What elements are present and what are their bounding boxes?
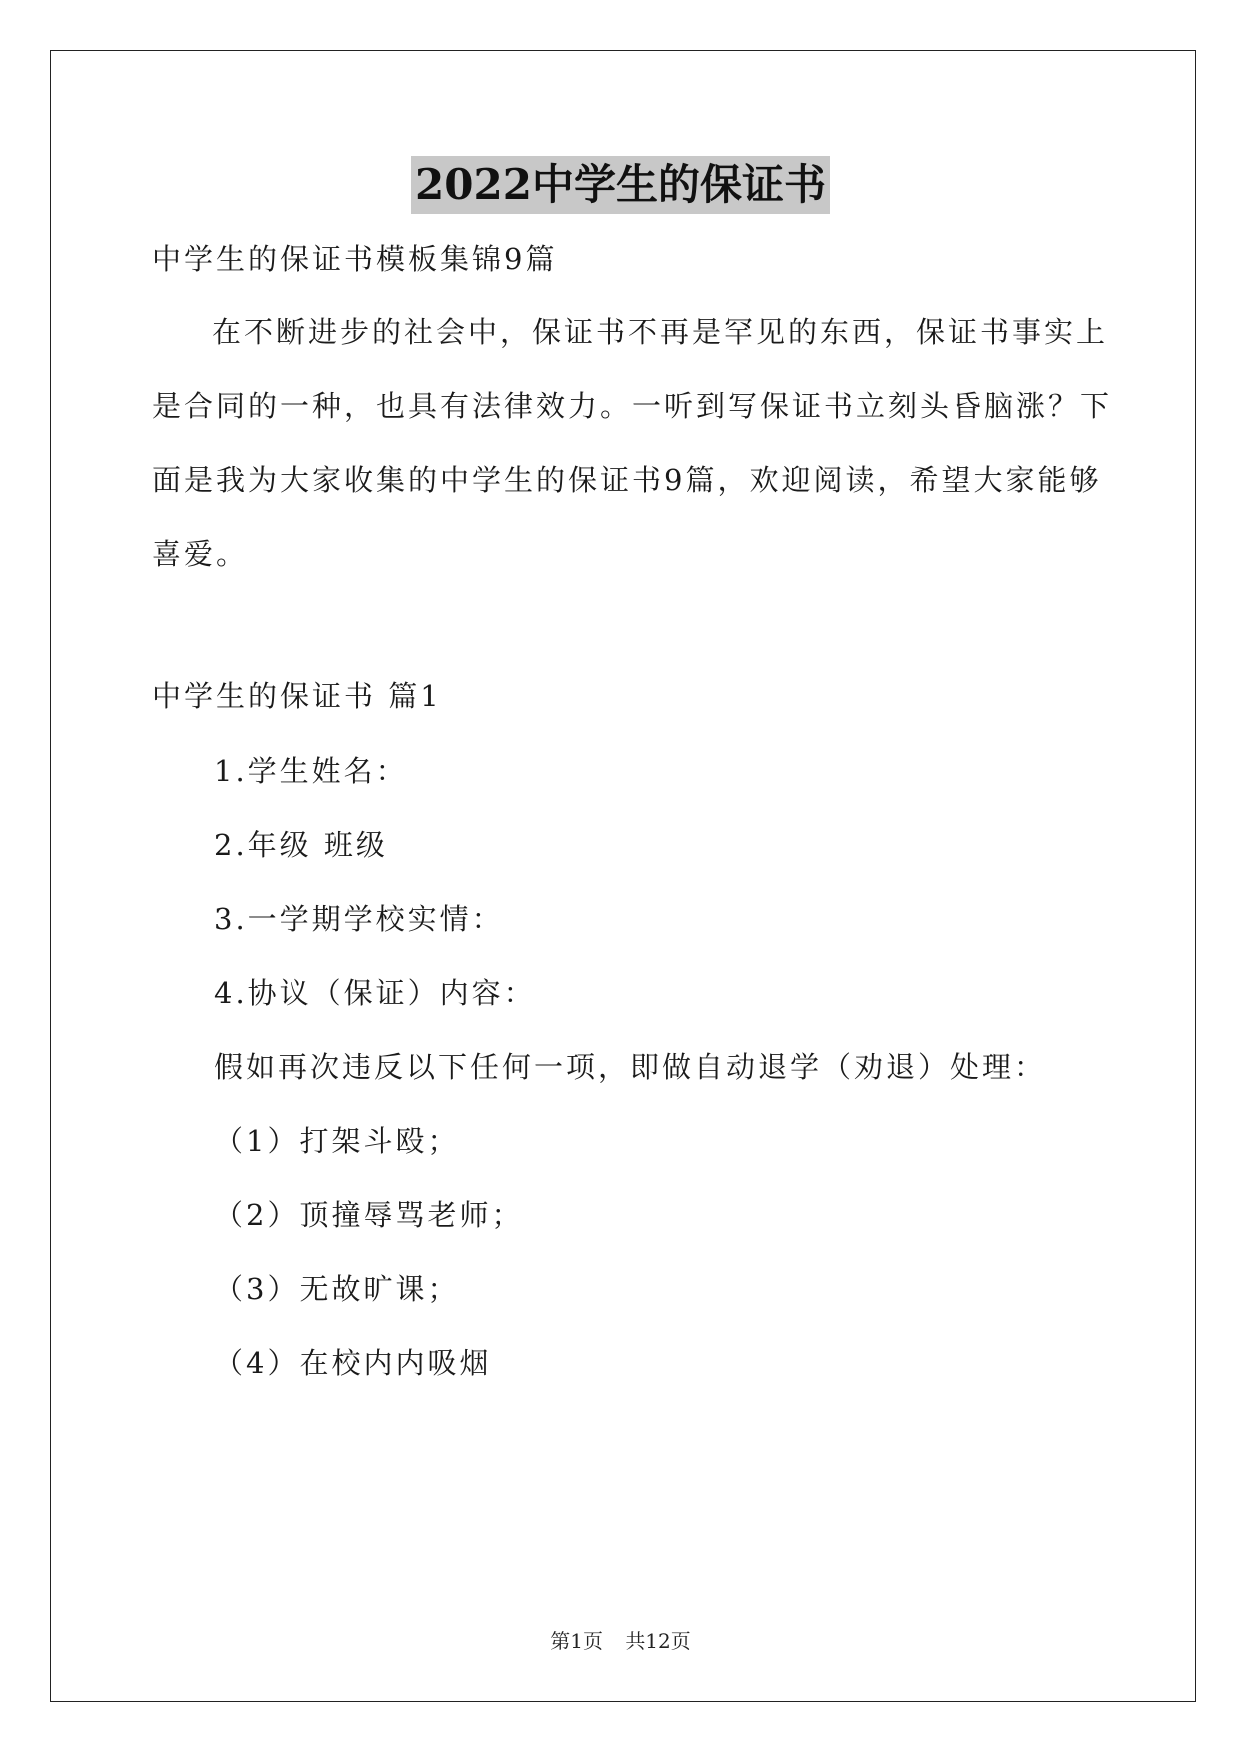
intro-line-4: 喜爱。 xyxy=(152,537,249,571)
document-title: 2022中学生的保证书 xyxy=(411,156,830,214)
list-item: 假如再次违反以下任何一项，即做自动退学（劝退）处理： xyxy=(214,1050,1047,1084)
intro-line-2: 是合同的一种，也具有法律效力。一听到写保证书立刻头昏脑涨？下 xyxy=(152,389,1113,423)
list-item: （4）在校内内吸烟 xyxy=(214,1346,492,1380)
intro-line-3: 面是我为大家收集的中学生的保证书9篇，欢迎阅读，希望大家能够 xyxy=(152,463,1102,497)
list-item: （3）无故旷课； xyxy=(214,1272,460,1306)
page-number: 第1页 xyxy=(550,1629,603,1653)
page-border xyxy=(50,50,1196,1702)
list-item: 1.学生姓名： xyxy=(214,754,408,788)
page-footer xyxy=(0,1625,1241,1654)
list-item: 3.一学期学校实情： xyxy=(214,902,504,936)
page-total: 共12页 xyxy=(625,1629,691,1653)
list-item: 4.协议（保证）内容： xyxy=(214,976,536,1010)
section-heading: 中学生的保证书 篇1 xyxy=(152,679,442,713)
document-subtitle: 中学生的保证书模板集锦9篇 xyxy=(152,242,558,276)
list-item: （2）顶撞辱骂老师； xyxy=(214,1198,524,1232)
list-item: （1）打架斗殴； xyxy=(214,1124,460,1158)
intro-line-1: 在不断进步的社会中，保证书不再是罕见的东西，保证书事实上 xyxy=(212,315,1109,349)
list-item: 2.年级 班级 xyxy=(214,828,388,862)
title-container xyxy=(0,156,1241,214)
